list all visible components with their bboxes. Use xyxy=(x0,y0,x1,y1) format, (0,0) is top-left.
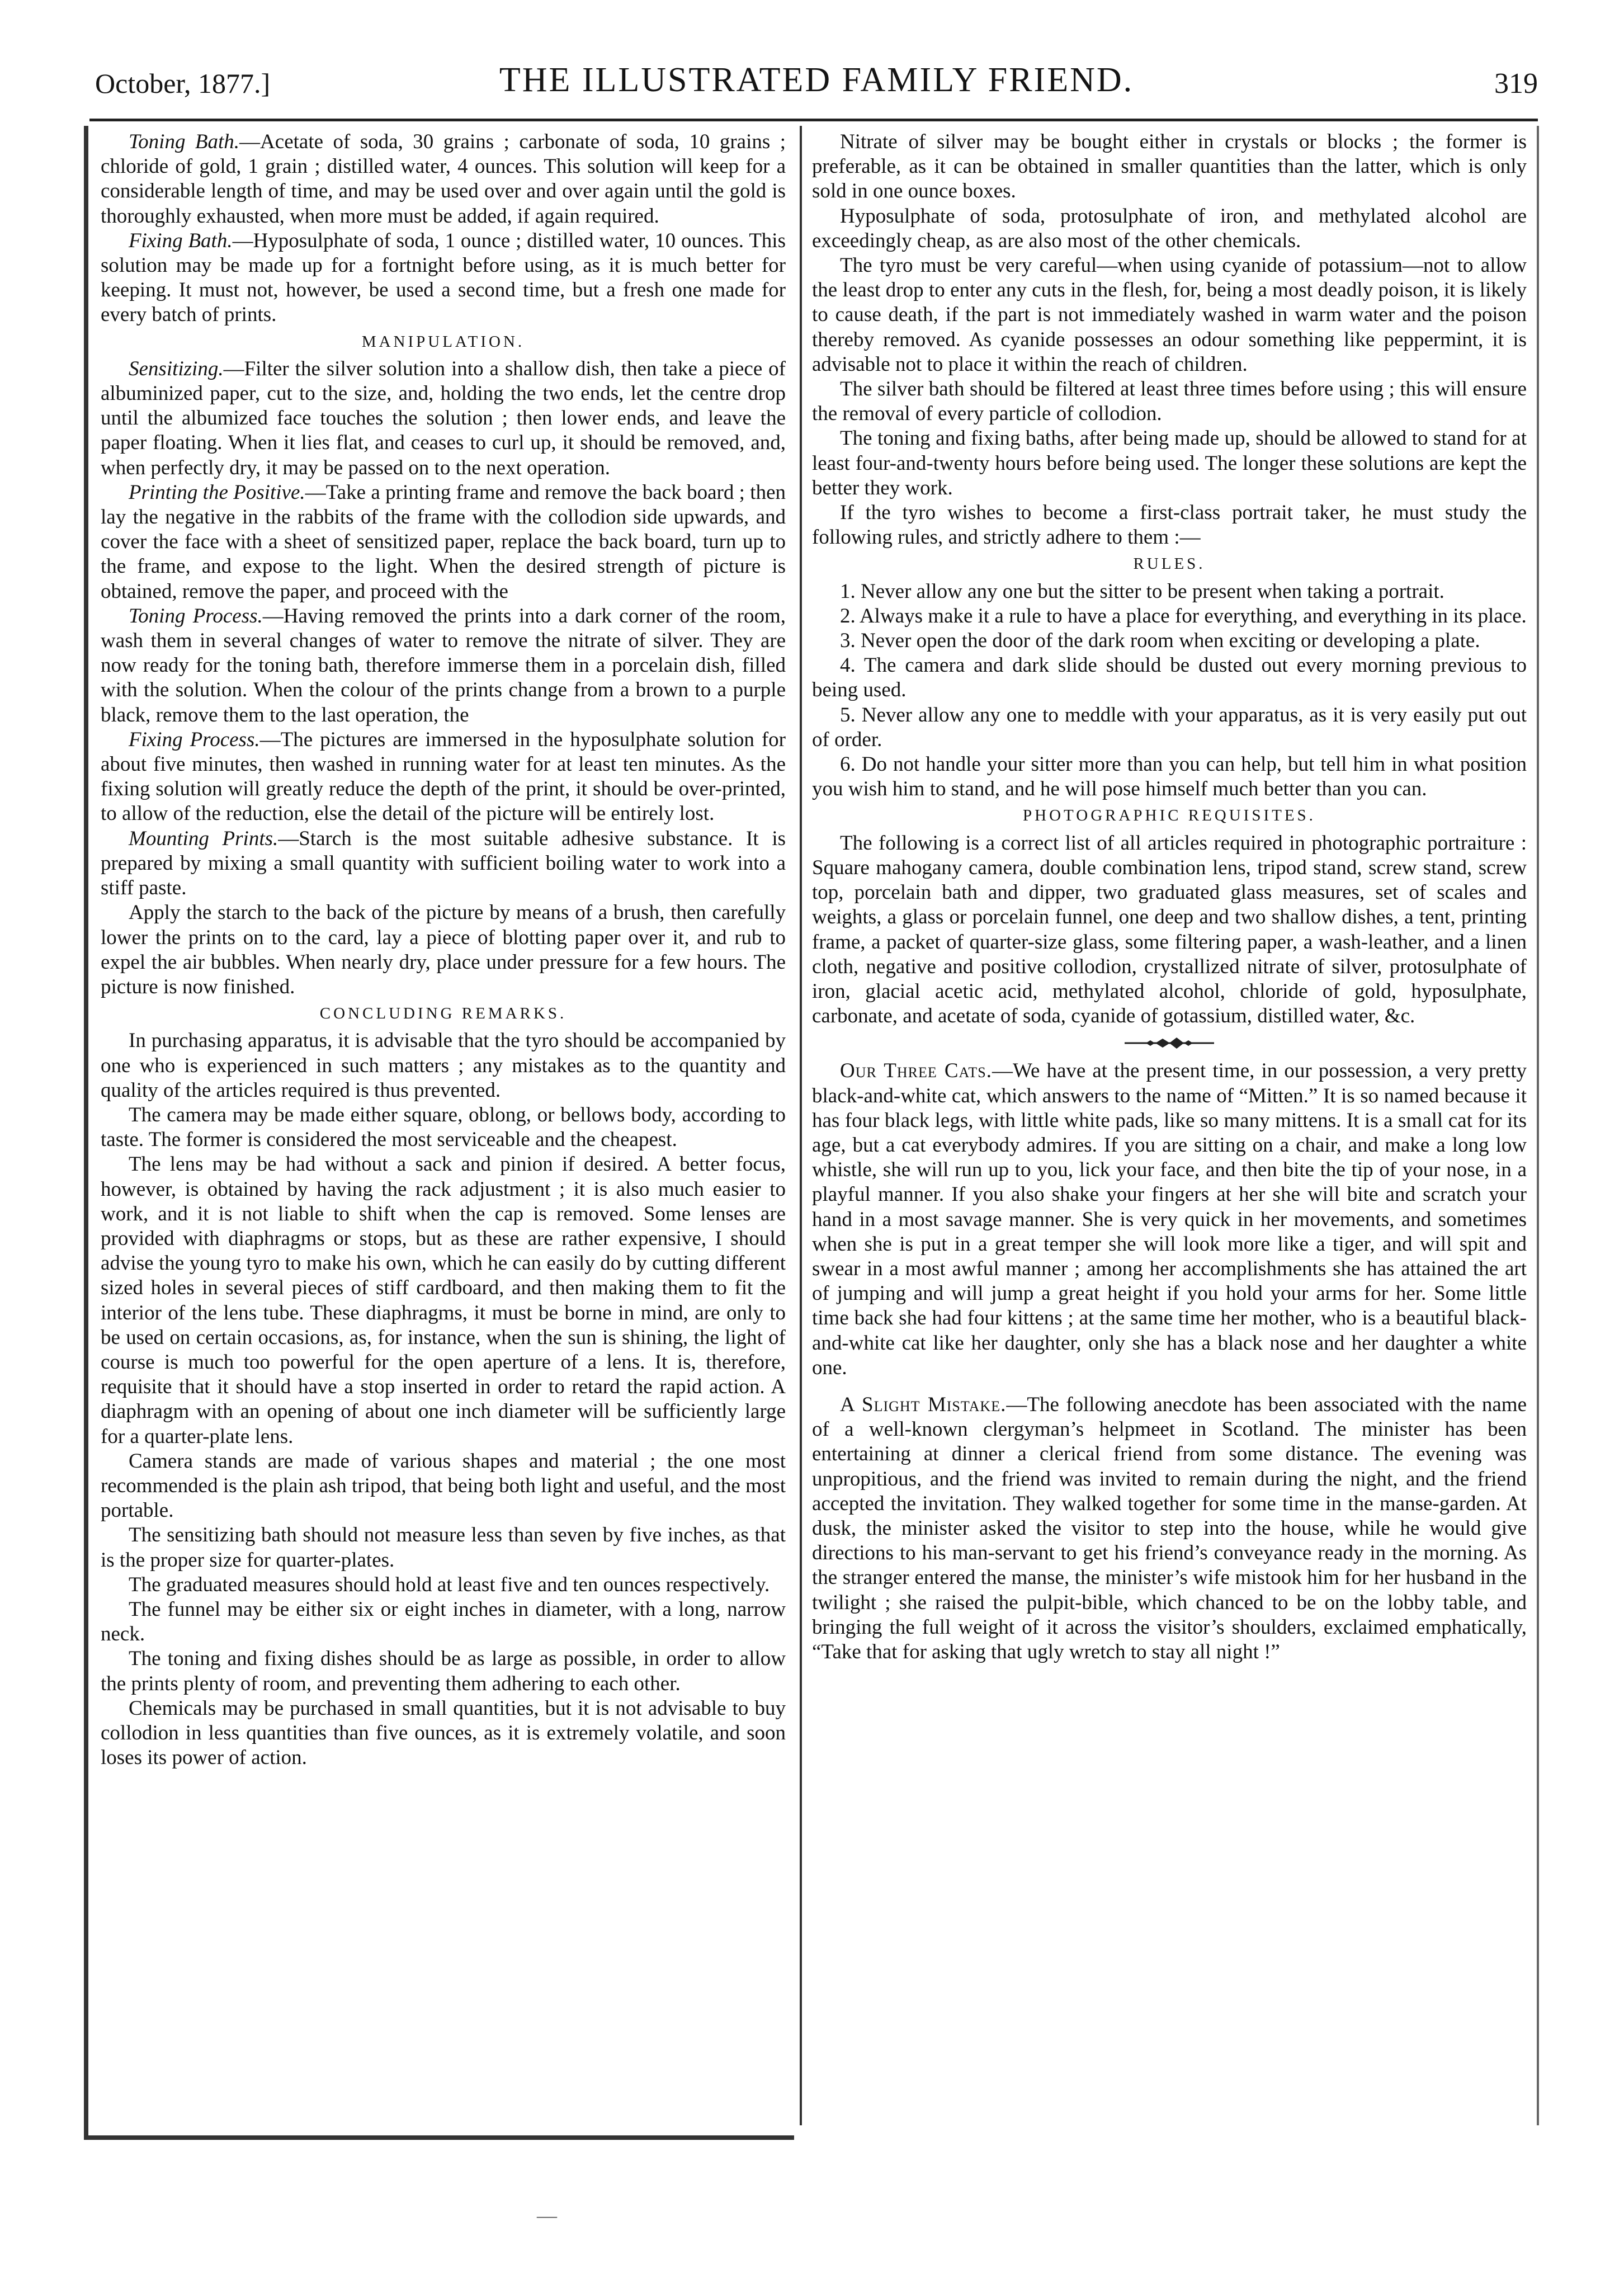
paragraph-camera-stands: Camera stands are made of various shapes and material ; the one most recommended is the plain ash tripod, that being both light and useful, and the most portable. xyxy=(101,1449,786,1522)
concluding-remarks-heading: CONCLUDING REMARKS. xyxy=(319,1004,567,1023)
section-ornament xyxy=(812,1033,1527,1055)
paragraph-hyposulphate: Hyposulphate of soda, protosulphate of iron, and methylated alcohol are exceedingly cheap, as are also most of the other chemicals. xyxy=(812,204,1527,252)
paragraph-cyanide: The tyro must be very careful—when using cyanide of potassium—not to allow the least drop to enter any cuts in the flesh, for, being a most deadly poison, it is likely to cause death, if the part is not immediately washed in warm water and the poison thereby removed. As cyanide possesses an odour something like peppermint, it is advisable not to place it within the reach of children. xyxy=(812,254,1527,376)
section-heading: Printing the Positive. xyxy=(129,480,305,504)
paragraph-printing xyxy=(101,480,786,604)
paragraph-baths: The toning and fixing baths, after being made up, should be allowed to stand for at least four-and-twenty hours before being used. The longer these solutions are kept the better they work. xyxy=(812,427,1527,499)
paragraph-measures: The graduated measures should hold at least five and ten ounces respectively. xyxy=(129,1573,770,1596)
section-heading: Toning Process. xyxy=(129,604,263,628)
paragraph-camera: The camera may be made either square, oblong, or bellows body, according to taste. The former is considered the most serviceable and the cheapest. xyxy=(101,1103,786,1152)
paragraph-text: —We have at the present time, in our possession, a very pretty black-and-white cat, which answers to the name of “Mitten.” It is so named because it has four black legs, with little white pads, like so many mittens. It is a small cat for its age, but a cat everybody admires. If you are sitting on a chair, and make a long low whistle, she will run up to you, lick your face, and then bite the tip of your nose, in a playful manner. If you also shake your fingers at her she will bite and scratch your hand in a most savage manner. She is very quick in her movements, and sometimes when she is put in a great temper she will look more like a tiger, and will spit and swear in a most awful manner ; among her accomplishments she has attained the art of jumping and will jump a great height if you hold your arms for her. Some little time back she had four kittens ; at the same time her mother, who is a beautiful black-and-white cat like her daughter, only she has a black nose and her daughter a white one. xyxy=(812,1059,1527,1379)
paragraph-portrait-taker: If the tyro wishes to become a first-class portrait taker, he must study the following rules, and strictly adhere to them :— xyxy=(812,501,1527,549)
column-divider xyxy=(800,126,802,2125)
section-heading: Sensitizing. xyxy=(129,357,224,380)
paragraph-toning-process xyxy=(101,604,786,728)
paragraph-text: —The pictures are immersed in the hyposulphate solution for about five minutes, then washed in running water for at least ten minutes. As the fixing solution will greatly reduce the depth of the print, it should be over-printed, to allow of the reduction, else the detail of the picture will be entirely lost. xyxy=(101,728,786,826)
section-heading: Toning Bath. xyxy=(129,130,240,153)
left-column xyxy=(101,130,786,1770)
footer-mark: — xyxy=(537,2204,557,2227)
paragraph-text: —Having removed the prints into a dark corner of the room, wash them in several changes of water to remove the nitrate of silver. They are now ready for the toning bath, therefore immerse them in a porcelain dish, filled with the solution. When the colour of the prints change from a brown to a purple black, remove them to the last operation, the xyxy=(101,604,786,727)
paragraph-lens: The lens may be had without a sack and pinion if desired. A better focus, however, is obtained by having the rack adjustment ; it is also much easier to work, and it is not liable to shift when the cap is removed. Some lenses are provided with diaphragms or stops, but as these are rather expensive, I should advise the young tyro to make his own, which he can easily do by cutting different sized holes in several pieces of stiff cardboard, and then making them to fit the interior of the lens tube. These diaphragms, it must be borne in mind, are only to be used on certain occasions, as, for instance, when the sun is shining, the light of course is much too powerful for the open aperture of a lens. It is, therefore, requisite that it should have a stop inserted in order to retard the rapid action. A diaphragm with an opening of about one inch diameter will be sufficiently large for a quarter-plate lens. xyxy=(101,1153,786,1448)
rules-heading: RULES. xyxy=(1133,555,1206,573)
paragraph-text: —Starch is the most suitable adhesive substance. It is prepared by mixing a small quantity with sufficient boiling water to work into a stiff paste. xyxy=(101,827,786,900)
running-header xyxy=(95,60,1538,116)
publication-title: THE ILLUSTRATED FAMILY FRIEND. xyxy=(499,61,1134,99)
paragraph-fixing-bath xyxy=(101,229,786,328)
rule-item: 2. Always make it a rule to have a place for everything, and everything in its place. xyxy=(840,604,1527,628)
left-frame-rule xyxy=(84,126,88,2137)
section-heading: Our Three Cats. xyxy=(840,1059,992,1083)
rule-item: 3. Never open the door of the dark room when exciting or developing a plate. xyxy=(840,629,1480,653)
paragraph-sensitizing-bath: The sensitizing bath should not measure less than seven by five inches, as that is the proper size for quarter-plates. xyxy=(101,1524,786,1572)
paragraph-chemicals: Chemicals may be purchased in small quantities, but it is not advisable to buy collodion in less quantities than five ounces, as it is extremely volatile, and soon loses its power of action. xyxy=(101,1696,786,1770)
page-number: 319 xyxy=(1494,68,1538,100)
section-heading: Fixing Bath. xyxy=(129,229,233,252)
issue-date: October, 1877.] xyxy=(95,68,271,99)
paragraph-requisites: The following is a correct list of all articles required in photographic portraiture : Square mahogany camera, double combination lens, tripod stand, screw stand, screw top, porcelain bath and dipper, two graduated glass measures, set of scales and weights, a glass or porcelain funnel, one deep and two shallow dishes, a tent, printing frame, a packet of quarter-size glass, some filtering paper, a wash-leather, and a linen cloth, negative and positive collodion, crystallized nitrate of silver, protosulphate of iron, glacial acetic acid, methylated alcohol, chloride of gold, hyposulphate, carbonate, and acetate of soda, cyanide of gotassium, distilled water, &c. xyxy=(812,831,1527,1028)
rule-item: 1. Never allow any one but the sitter to be present when taking a portrait. xyxy=(840,579,1444,603)
paragraph-three-cats xyxy=(812,1059,1527,1380)
paragraph-mounting xyxy=(101,827,786,901)
rule-item: 4. The camera and dark slide should be dusted out every morning previous to being used. xyxy=(812,654,1527,702)
paragraph-funnel: The funnel may be either six or eight inches in diameter, with a long, narrow neck. xyxy=(101,1597,786,1646)
section-heading: Fixing Process. xyxy=(129,728,260,751)
paragraph-text: —The following anecdote has been associated with the name of a well-known clergyman’s helpmeet in Scotland. The minister has been entertaining at dinner a clerical friend from some distance. The evening was unpropitious, and the friend was invited to remain during the night, and the friend accepted the invitation. They walked together for some time in the manse-garden. At dusk, the minister asked the visitor to step into the house, while he would give directions to his man-servant to get his friend’s conveyance ready in the morning. As the stranger entered the manse, the minister’s wife mistook him for her husband in the twilight ; she raised the pulpit-bible, which chanced to be on the lobby table, and bringing the full weight of it across the visitor’s shoulders, exclaimed emphatically, “Take that for asking that ugly wretch to stay all night !” xyxy=(812,1393,1527,1663)
paragraph-text: —Take a printing frame and remove the back board ; then lay the negative in the rabbits of the frame with the collodion side upwards, and cover the face with a sheet of sensitized paper, replace the back board, turn up to the frame, and expose to the light. When the desired strength of picture is obtained, remove the paper, and proceed with the xyxy=(101,480,786,603)
paragraph-mounting-2: Apply the starch to the back of the picture by means of a brush, then carefully lower the prints on to the card, lay a piece of blotting paper over it, and rub to expel the air bubbles. When nearly dry, place under pressure for a few hours. The picture is now finished. xyxy=(101,901,786,998)
right-frame-rule xyxy=(1537,126,1539,2125)
paragraph-slight-mistake xyxy=(812,1393,1527,1664)
paragraph-fixing-process xyxy=(101,728,786,827)
paragraph-purchasing: In purchasing apparatus, it is advisable that the tyro should be accompanied by one who is experienced in such matters ; any mistakes as to the quantity and quality of the articles required is thus prevented. xyxy=(101,1029,786,1102)
rule-item: 5. Never allow any one to meddle with your apparatus, as it is very easily put out of order. xyxy=(812,703,1527,751)
paragraph-sensitizing xyxy=(101,357,786,480)
paragraph-text: —Filter the silver solution into a shallow dish, then take a piece of albuminized paper, cut to the size, and, holding the two ends, let the centre drop until the albumized face touches the solution ; then lower ends, and leave the paper floating. When it lies flat, and ceases to curl up, it should be removed, and, when perfectly dry, it may be passed on to the next operation. xyxy=(101,357,786,479)
paragraph-toning-bath xyxy=(101,130,786,229)
paragraph-text: —Hyposulphate of soda, 1 ounce ; distilled water, 10 ounces. This solution may be made up for a fortnight before using, as it is much better for keeping. It must not, however, be used a second time, but a fresh one made for every batch of prints. xyxy=(101,229,786,327)
manipulation-heading: MANIPULATION. xyxy=(361,332,525,351)
paragraph-nitrate: Nitrate of silver may be bought either in crystals or blocks ; the former is preferable, as it can be obtained in smaller quantities than the latter, which is only sold in one ounce boxes. xyxy=(812,130,1527,203)
section-heading: Mounting Prints. xyxy=(129,827,278,850)
right-column xyxy=(812,130,1527,1664)
section-heading: A Slight Mistake. xyxy=(840,1393,1007,1416)
paragraph-silver-bath: The silver bath should be filtered at least three times before using ; this will ensure the removal of every particle of collodion. xyxy=(812,378,1527,426)
paragraph-text: —Acetate of soda, 30 grains ; carbonate of soda, 10 grains ; chloride of gold, 1 grain ; distilled water, 4 ounces. This solution will keep for a considerable length of time, and may be used over and over again until the gold is thoroughly exhausted, when more must be added, if again required. xyxy=(101,130,786,228)
ornament-divider-icon xyxy=(1125,1033,1214,1053)
header-rule xyxy=(89,119,1538,121)
bottom-frame-rule xyxy=(84,2135,794,2140)
paragraph-dishes: The toning and fixing dishes should be as large as possible, in order to allow the prints plenty of room, and preventing them adhering to each other. xyxy=(101,1647,786,1695)
requisites-heading: PHOTOGRAPHIC REQUISITES. xyxy=(1023,807,1316,825)
rule-item: 6. Do not handle your sitter more than you can help, but tell him in what position you wish him to stand, and he will pose himself much better than you can. xyxy=(812,753,1527,801)
